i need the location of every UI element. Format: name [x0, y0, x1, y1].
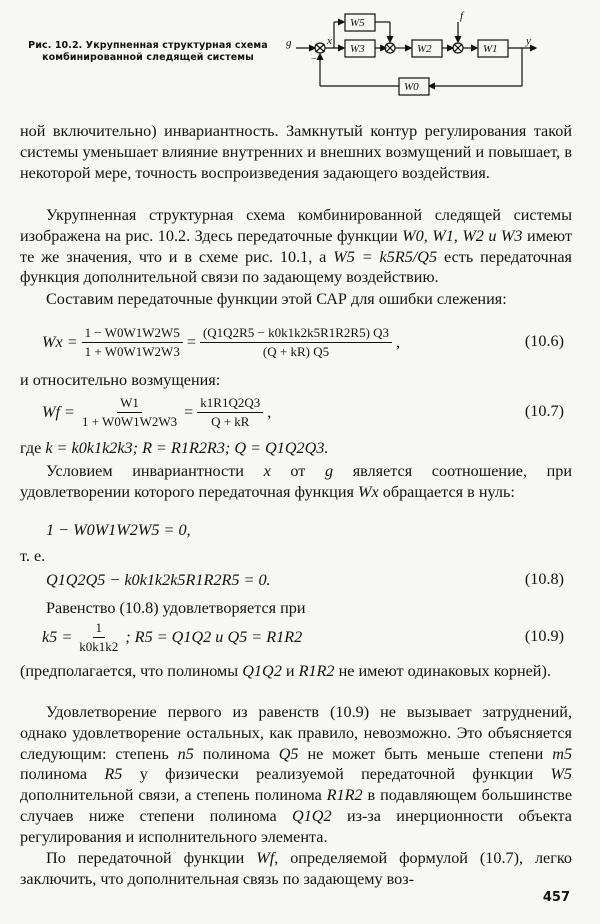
- where-line: где k = k0k1k2k3; R = R1R2R3; Q = Q1Q2Q3.: [20, 439, 329, 457]
- paragraph-11: По передаточной функции Wf, определяемой формулой (10.7), легко заключить, что дополнительная связь по задающему воз-: [20, 849, 572, 888]
- paragraph-2: Укрупненная структурная схема комбинированной следящей системы изображена на рис. 10.2. Здесь передаточные функции W0, W1, W2 и W3 имеют те же значения, что и в схеме рис. 10.1, а W5 = k5R5/Q5 есть передаточная функция дополнительной связи по задающему воздействию.: [20, 206, 573, 287]
- label-w0: W0: [404, 81, 419, 93]
- equation-invariance: 1 − W0W1W2W5 = 0,: [46, 521, 191, 539]
- paragraph-1: ной включительно) инвариантность. Замкнутый контур регулирования такой системы уменьшает влияние внутренних и внешних возмущений и повышает, в некоторой мере, точность воспроизведения задающего воздействия.: [20, 122, 572, 182]
- label-w1: W1: [483, 43, 498, 55]
- block-diagram: [282, 8, 544, 100]
- label-w5: W5: [350, 17, 365, 29]
- paragraph-8: Равенство (10.8) удовлетворяется при: [46, 599, 306, 617]
- paragraph-te: т. е.: [20, 547, 46, 565]
- paragraph-3: Составим передаточные функции этой САР для ошибки слежения:: [46, 290, 507, 308]
- signal-g: g: [286, 37, 292, 49]
- equation-number-10-8: (10.8): [524, 570, 564, 588]
- equation-10-9: k5 = $\frac{1}{k0k1k2}$ ; R5 = Q1Q2 и Q5 = R1R2: [42, 619, 303, 654]
- equation-10-7: Wf = $\frac{W1}{1 + W0W1W2W3}$ = $\frac{k1R1Q2Q3}{Q + kR}$ ,: [42, 394, 272, 429]
- svg-text:−: −: [311, 54, 317, 65]
- equation-number-10-7: (10.7): [524, 402, 564, 420]
- equation-10-8: Q1Q2Q5 − k0k1k2k5R1R2R5 = 0.: [46, 571, 271, 589]
- signal-y: y: [526, 35, 531, 47]
- paragraph-10: Удовлетворение первого из равенств (10.9) не вызывает затруднений, однако удовлетворение остальных, как правило, невозможно. Это объясняется следующим: степень n5 полинома Q5 не может быть меньше степени m5 полинома R5 у физически реализуемой передаточной функции W5 дополнительной связи, а степень полинома R1R2 в подавляющем большинстве случаев ниже степени полинома Q1Q2 из-за инерционности объекта регулирования и исполнительного элемента.: [20, 703, 573, 846]
- equation-10-6: Wx = $\frac{1 - W0W1W2W5}{1 + W0W1W2W3}$ = $\frac{(Q1Q2R5 - k0k1k2k5R1R2R5) Q3}{(Q + kR) Q5}$ ,: [42, 324, 401, 359]
- equation-number-10-9: (10.9): [524, 627, 564, 645]
- page-number: 457: [542, 890, 570, 905]
- signal-f: f: [460, 10, 464, 22]
- paragraph-4: и относительно возмущения:: [20, 371, 221, 389]
- signal-x: x: [327, 35, 332, 47]
- label-w2: W2: [417, 43, 432, 55]
- paragraph-9: (предполагается, что полиномы Q1Q2 и R1R2 не имеют одинаковых корней).: [20, 662, 551, 680]
- equation-number-10-6: (10.6): [524, 332, 564, 350]
- label-w3: W3: [350, 43, 365, 55]
- paragraph-6: Условием инвариантности x от g является соотношение, при удовлетворении которого передаточная функция Wx обращается в нуль:: [20, 462, 573, 501]
- figure-caption: Рис. 10.2. Укрупненная структурная схема комбинированной следящей системы: [28, 40, 268, 63]
